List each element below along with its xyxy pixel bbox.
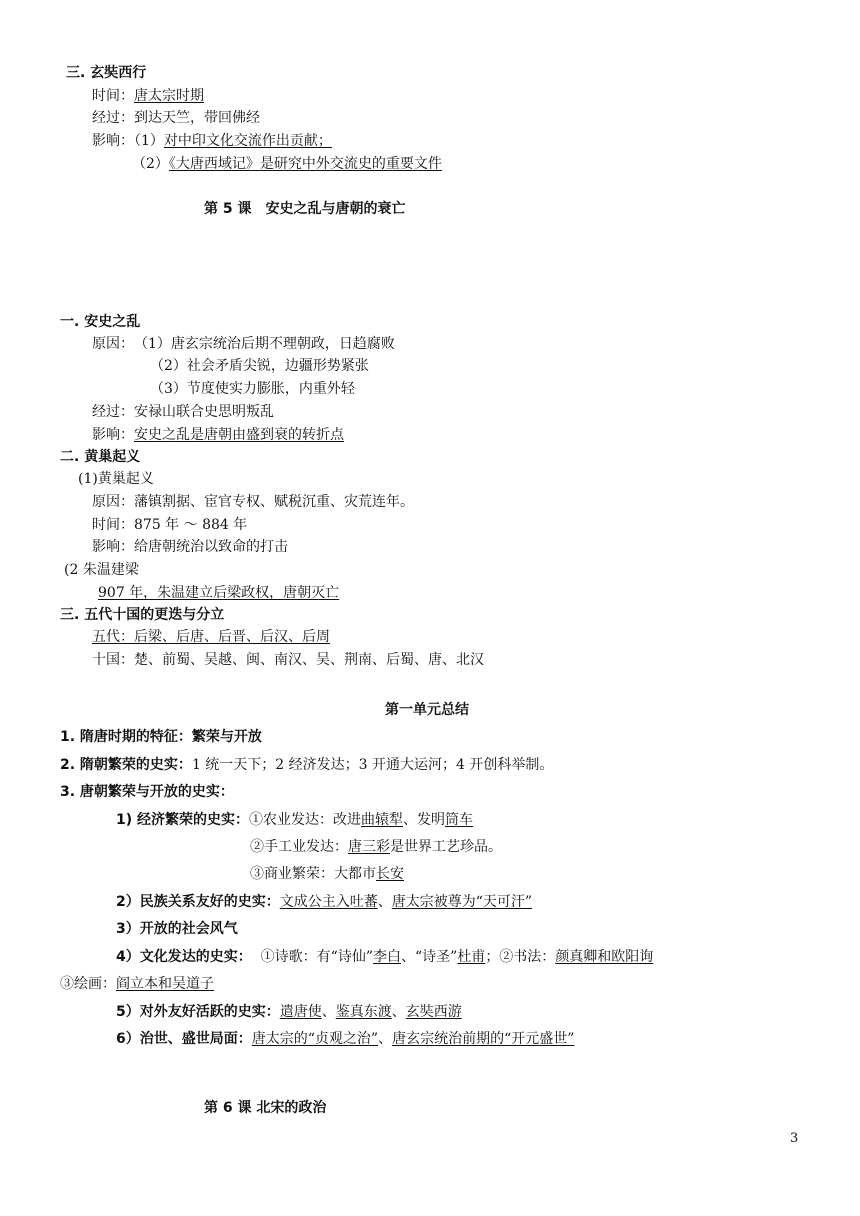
label: 影响： (92, 427, 134, 443)
label: （2） (132, 156, 169, 172)
text: ③商业繁荣：大都市 (250, 866, 376, 882)
underlined-answer: 五代：后梁、后唐、后晋、后汉、后周 (92, 629, 330, 645)
text-line: 原因： （1）唐玄宗统治后期不理朝政，日趋腐败 (92, 336, 395, 352)
text-line (116, 1003, 462, 1021)
text-line (116, 893, 532, 911)
underlined-answer: 《大唐西域记》是研究中外交流史的重要文件 (168, 156, 442, 172)
underlined-answer: 玄奘西游 (405, 1004, 462, 1020)
text-line (250, 865, 404, 883)
summary-point (60, 756, 553, 774)
label: 时间： (92, 88, 134, 104)
underlined-answer: 907 年，朱温建立后梁政权，唐朝灭亡 (98, 585, 340, 601)
text-line (92, 132, 332, 150)
underlined-answer: 对中印文化交流作出贡献； (163, 133, 332, 149)
label: 影响：（1） (92, 133, 164, 149)
text: 、 (391, 1004, 406, 1020)
underlined-answer: 曲辕犁 (361, 812, 404, 828)
text: 、“诗圣” (400, 949, 458, 965)
summary-title: 第一单元总结 (385, 702, 469, 718)
text-line (250, 838, 502, 856)
text: 、发明 (403, 812, 446, 828)
text-line (116, 1030, 574, 1048)
underlined-answer: 长安 (376, 866, 404, 882)
text-line (116, 948, 653, 966)
label: 2）民族关系友好的史实： (116, 894, 280, 910)
underlined-answer: 阎立本和吴道子 (116, 976, 214, 992)
lesson-title: 第 6 课 北宋的政治 (204, 1100, 327, 1116)
text-line: （2）社会矛盾尖锐，边疆形势紧张 (150, 358, 369, 374)
text-line: 影响：给唐朝统治以致命的打击 (92, 539, 288, 555)
label: 6）治世、盛世局面： (116, 1031, 252, 1047)
underlined-answer: 唐太宗的“贞观之治” (251, 1031, 379, 1047)
text: ③绘画： (60, 976, 116, 992)
text-line: (1)黄巢起义 (78, 471, 154, 487)
text-line (92, 87, 204, 105)
text: ①诗歌：有“诗仙” (260, 949, 373, 965)
underlined-answer: 鉴真东渡 (335, 1004, 392, 1020)
underlined-answer: 筒车 (445, 812, 474, 828)
underlined-answer: 遣唐使 (279, 1004, 322, 1020)
text-line (132, 155, 442, 173)
text: 、 (377, 894, 392, 910)
text-line: 原因：藩镇割据、宦官专权、赋税沉重、灾荒连年。 (92, 494, 414, 510)
text-line: 经过：安禄山联合史思明叛乱 (92, 404, 274, 420)
text: ②手工业发达： (250, 839, 348, 855)
section-heading: 三. 玄奘西行 (66, 65, 147, 81)
underlined-answer: 唐玄宗统治前期的“开元盛世” (392, 1031, 575, 1047)
section-heading: 一. 安史之乱 (60, 314, 141, 330)
underlined-answer: 唐太宗时期 (134, 88, 204, 104)
section-heading: 二. 黄巢起义 (60, 449, 141, 465)
text-line (60, 975, 214, 993)
lesson-title: 第 5 课 安史之乱与唐朝的衰亡 (204, 201, 406, 217)
underlined-answer: 杜甫 (457, 949, 486, 965)
underlined-answer: 唐三彩 (348, 839, 390, 855)
section-heading: 三. 五代十国的更迭与分立 (60, 607, 225, 623)
text-line: 经过：到达天竺，带回佛经 (92, 110, 260, 126)
underlined-answer: 李白 (372, 949, 401, 965)
label: 1) 经济繁荣的史实： (116, 812, 250, 828)
text-line (116, 811, 473, 829)
text-line: (2 朱温建梁 (64, 562, 139, 578)
text-line (92, 426, 344, 444)
text: 1 统一天下；2 经济发达；3 开通大运河；4 开创科举制。 (191, 757, 554, 773)
page-number: 3 (790, 1131, 799, 1146)
text: 、 (378, 1031, 393, 1047)
text-line: 时间：875 年 ～ 884 年 (92, 517, 248, 533)
text: ；②书法： (485, 949, 556, 965)
label: 2. 隋朝繁荣的史实： (60, 757, 192, 773)
text: 、 (321, 1004, 336, 1020)
summary-point: 3. 唐朝繁荣与开放的史实： (60, 784, 234, 800)
underlined-answer: 安史之乱是唐朝由盛到衰的转折点 (134, 427, 344, 443)
text: 是世界工艺珍品。 (390, 839, 502, 855)
text-line: （3）节度使实力膨胀，内重外轻 (150, 381, 355, 397)
label: 4）文化发达的史实： (116, 949, 252, 965)
label: 5）对外友好活跃的史实： (116, 1004, 280, 1020)
text: ①农业发达：改进 (249, 812, 362, 828)
text-line: 十国：楚、前蜀、吴越、闽、南汉、吴、荆南、后蜀、唐、北汉 (92, 652, 484, 668)
summary-point: 1. 隋唐时期的特征：繁荣与开放 (60, 729, 262, 745)
underlined-answer: 唐太宗被尊为“天可汗” (391, 894, 533, 910)
text-line: 3）开放的社会风气 (116, 921, 238, 937)
underlined-answer: 颜真卿和欧阳询 (555, 949, 654, 965)
underlined-answer: 文成公主入吐蕃 (279, 894, 378, 910)
